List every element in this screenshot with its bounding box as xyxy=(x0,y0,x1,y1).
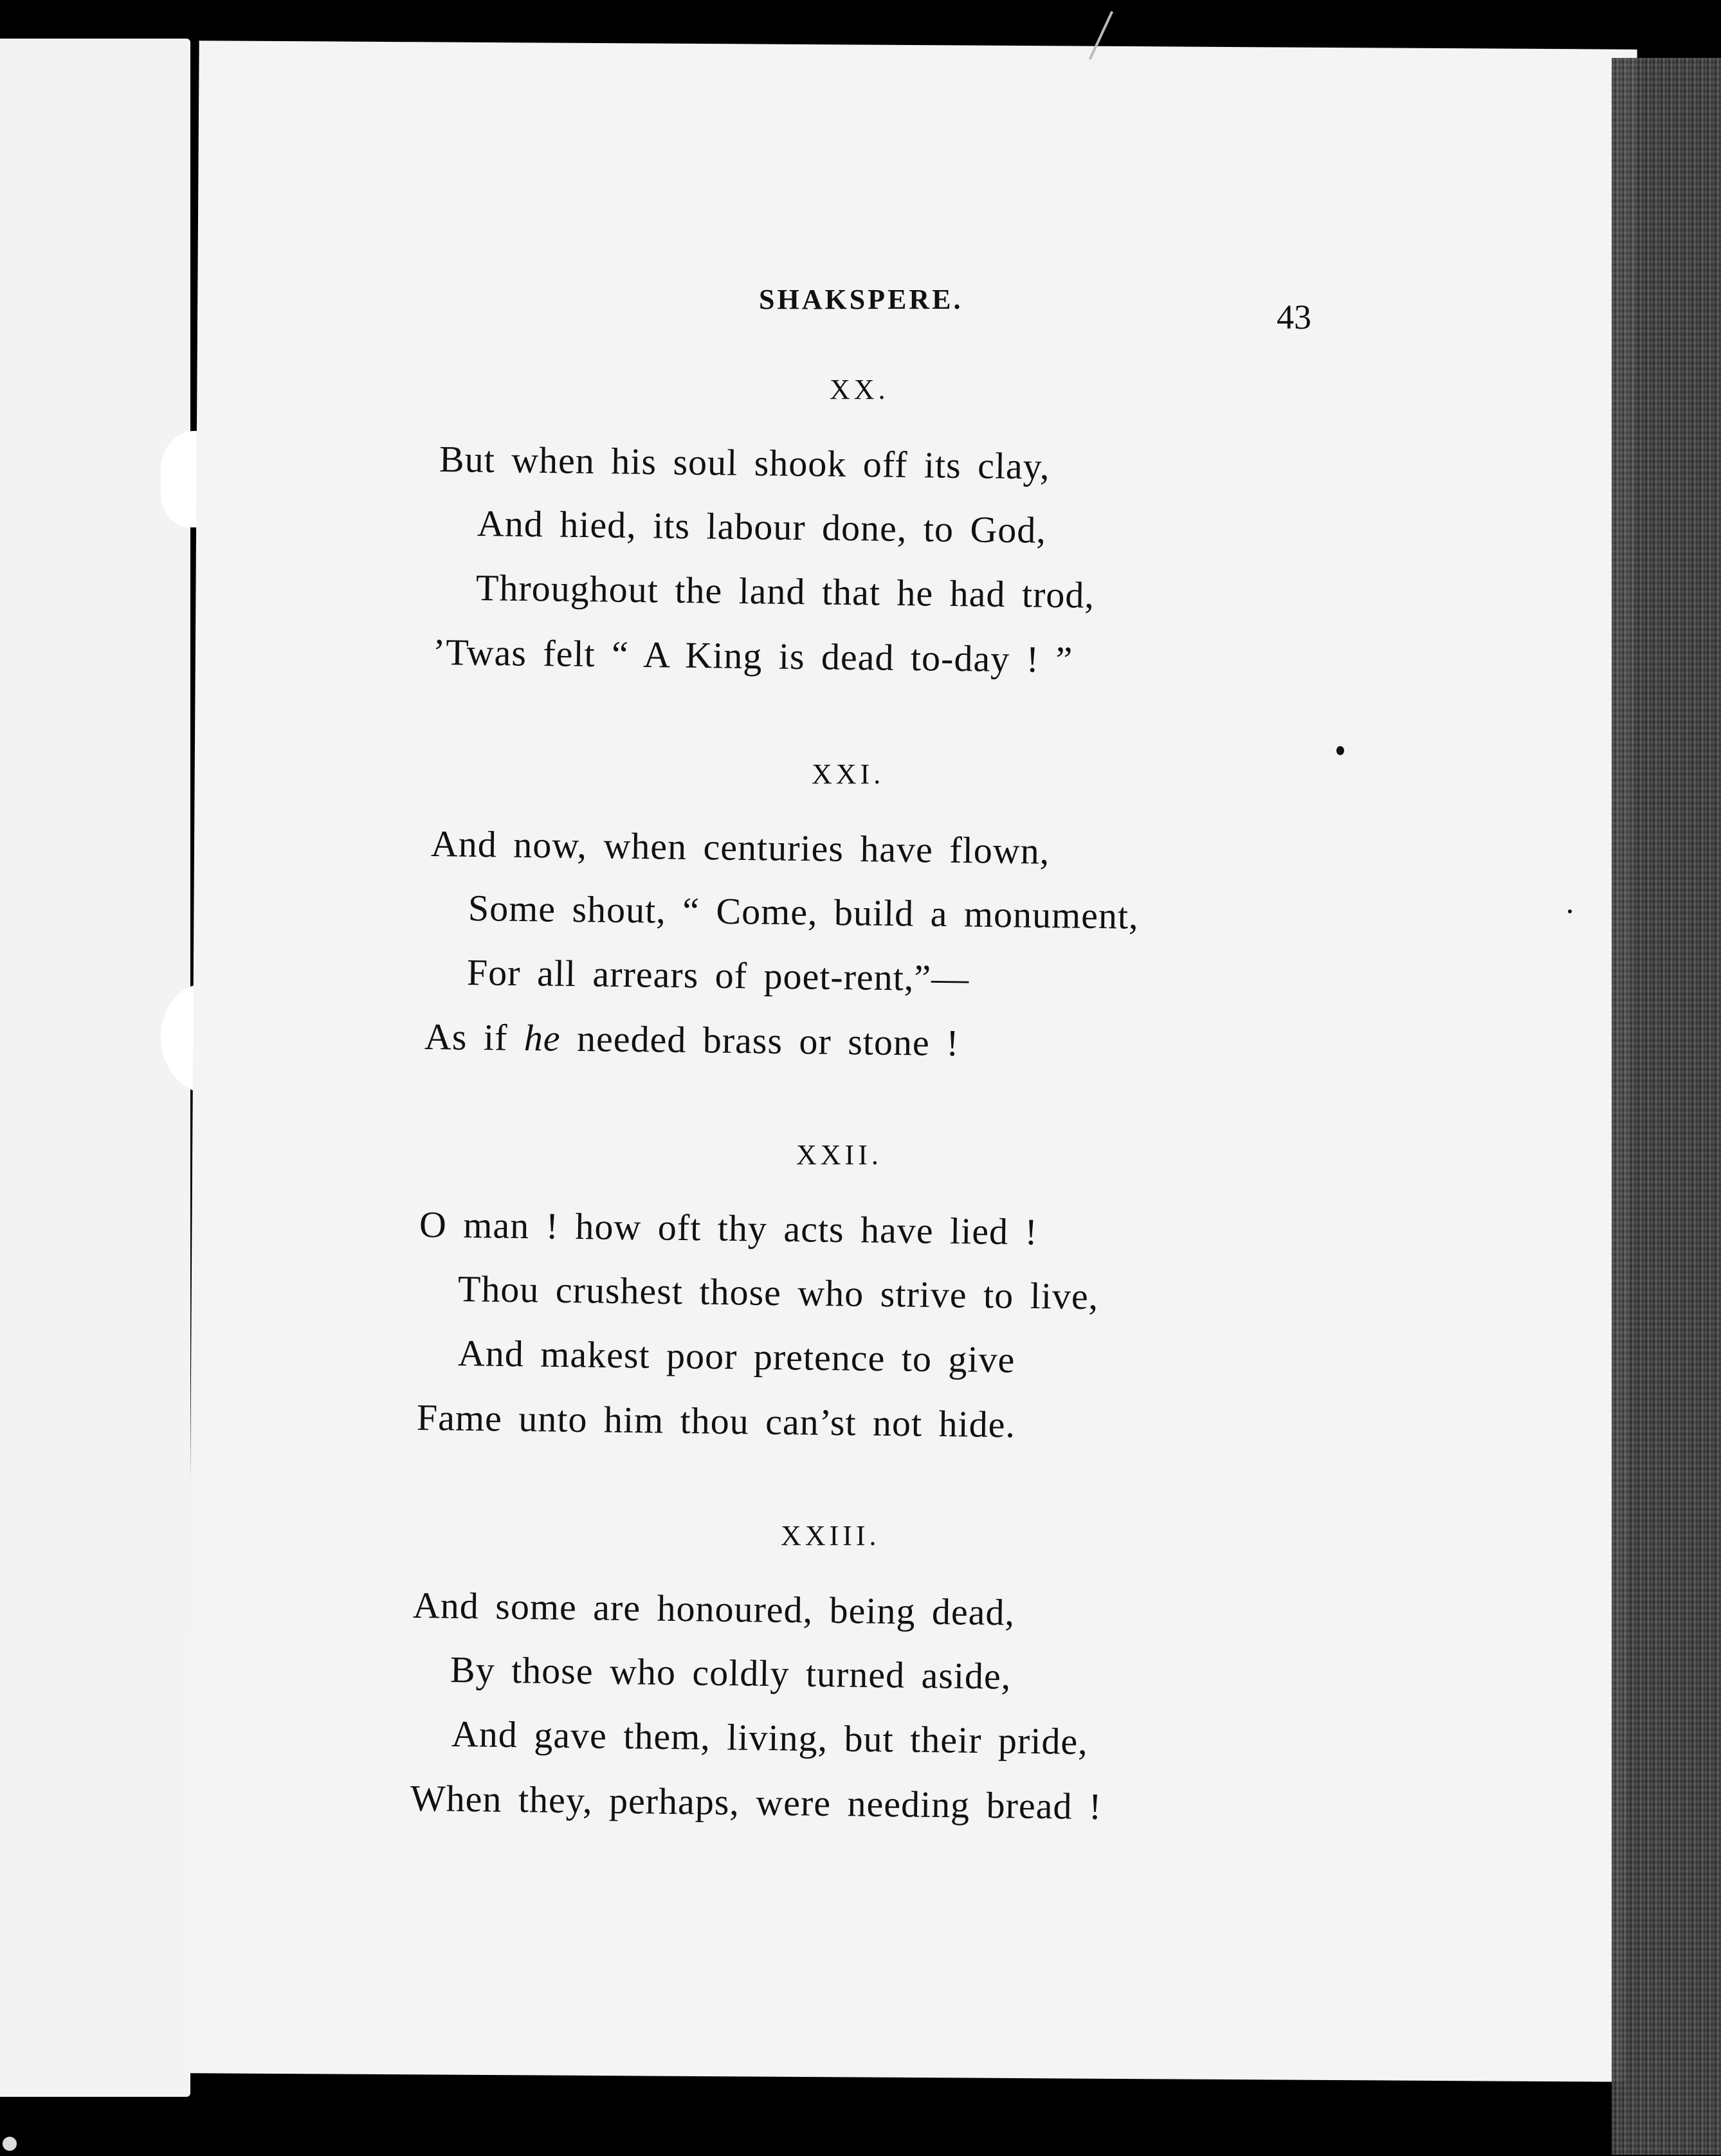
running-head: SHAKSPERE. xyxy=(759,284,963,315)
verse-line: When they, perhaps, were needing bread ! xyxy=(410,1777,1102,1828)
stanza-number: XXII. xyxy=(796,1139,882,1171)
verse-line: By those who coldly turned aside, xyxy=(450,1649,1012,1697)
verse-text: needed brass or stone ! xyxy=(560,1017,960,1064)
verse-line: But when his soul shook off its clay, xyxy=(439,438,1050,488)
verse-line xyxy=(424,1015,960,1064)
verse-line: And hied, its labour done, to God, xyxy=(477,502,1047,551)
stanza-number: XX. xyxy=(830,374,889,405)
page-number: 43 xyxy=(1277,298,1311,336)
verse-line: For all arrears of poet-rent,”— xyxy=(466,951,970,1000)
verse-line: Some shout, “ Come, build a monument, xyxy=(468,887,1139,937)
verse-text: As if xyxy=(424,1016,525,1059)
stanza-number: XXI. xyxy=(812,758,885,790)
verse-line: O man ! how oft thy acts have lied ! xyxy=(419,1203,1039,1253)
verse-line: And gave them, living, but their pride, xyxy=(451,1713,1089,1763)
verse-line: And makest poor pretence to give xyxy=(457,1332,1015,1381)
verse-line: ’Twas felt “ A King is dead to-day ! ” xyxy=(432,631,1073,681)
verse-line: Throughout the land that he had trod, xyxy=(475,567,1095,616)
verse-line: Fame unto him thou can’st not hide. xyxy=(416,1396,1016,1446)
emphasized-word: he xyxy=(524,1016,561,1059)
stanza-number: XXIII. xyxy=(781,1520,880,1551)
verse-line: Thou crushest those who strive to live, xyxy=(457,1268,1099,1318)
verse-line: And some are honoured, being dead, xyxy=(412,1584,1015,1634)
verse-line: And now, when centuries have flown, xyxy=(430,823,1050,872)
